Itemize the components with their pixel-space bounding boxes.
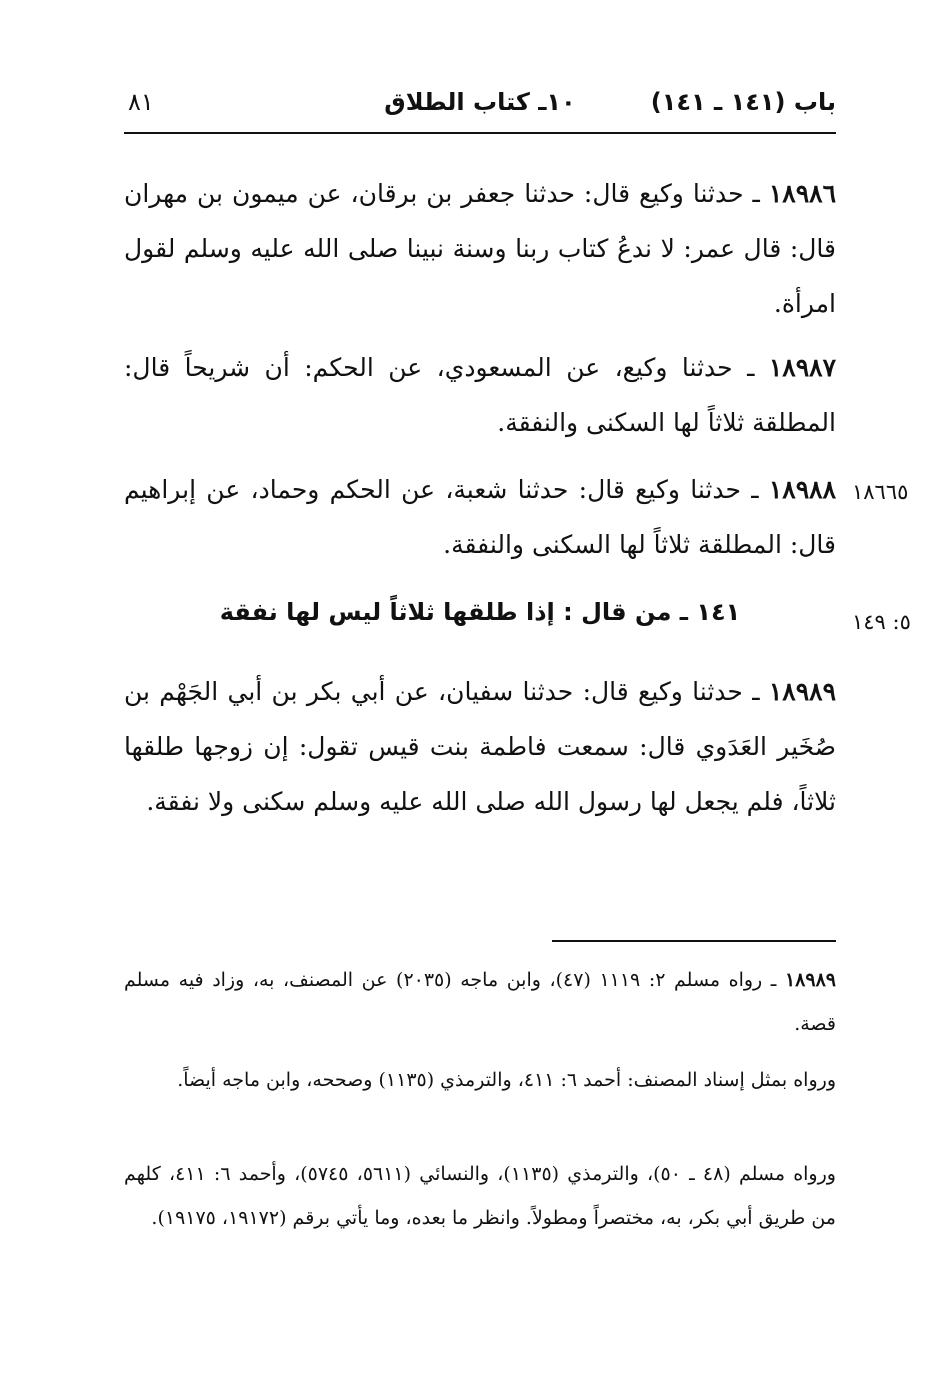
footnote-rule xyxy=(552,940,836,942)
hadith-text: ـ حدثنا وكيع، عن المسعودي، عن الحكم: أن شريحاً قال: المطلقة ثلاثاً لها السكنى والنفقة. xyxy=(124,353,836,437)
page-header xyxy=(124,88,836,132)
hadith-text: ـ حدثنا وكيع قال: حدثنا سفيان، عن أبي بكر بن أبي الجَهْم بن صُخَير العَدَوي قال: سمعت فاطمة بنت قيس تقول: إن زوجها طلقها ثلاثاً، فلم يجعل لها رسول الله صلى الله عليه وسلم سكنى ولا نفقة. xyxy=(124,677,836,816)
hadith-text: ـ حدثنا وكيع قال: حدثنا جعفر بن برقان، عن ميمون بن مهران قال: قال عمر: لا ندعُ كتاب ربنا وسنة نبينا صلى الله عليه وسلم لقول امرأة. xyxy=(124,179,836,318)
hadith-18989 xyxy=(124,664,836,829)
hadith-number: ١٨٩٨٦ xyxy=(768,179,836,208)
section-title: ١٤١ ـ من قال : إذا طلقها ثلاثاً ليس لها نفقة xyxy=(219,598,741,626)
header-rule xyxy=(124,132,836,134)
footnote-text: ـ رواه مسلم ٢: ١١١٩ (٤٧)، وابن ماجه (٢٠٣٥) عن المصنف، به، وزاد فيه مسلم قصة. xyxy=(124,969,836,1035)
footnote-text: ورواه بمثل إسناد المصنف: أحمد ٦: ٤١١، والترمذي (١١٣٥) وصححه، وابن ماجه أيضاً. xyxy=(177,1069,836,1091)
margin-volume-page: ٥: ١٤٩ xyxy=(852,610,911,634)
hadith-number: ١٨٩٨٩ xyxy=(768,677,836,706)
margin-reference: ١٨٦٦٥ xyxy=(852,480,909,504)
footnote-1 xyxy=(124,958,836,1046)
footnote-text: ورواه مسلم (٤٨ ـ ٥٠)، والترمذي (١١٣٥)، والنسائي (٥٦١١، ٥٧٤٥)، وأحمد ٦: ٤١١، كلهم من طريق أبي بكر، به، مختصراً ومطولاً. وانظر ما بعده، وما يأتي برقم (١٩١٧٢، ١٩١٧٥). xyxy=(124,1163,836,1229)
hadith-18987 xyxy=(124,340,836,450)
hadith-text: ـ حدثنا وكيع قال: حدثنا شعبة، عن الحكم وحماد، عن إبراهيم قال: المطلقة ثلاثاً لها السكنى والنفقة. xyxy=(124,475,836,559)
footnote-2 xyxy=(124,1058,836,1102)
footnote-3 xyxy=(124,1152,836,1240)
chapter-range: باب (١٤١ ـ ١٤١) xyxy=(650,88,836,116)
book-title: ١٠ـ كتاب الطلاق xyxy=(384,88,576,116)
hadith-number: ١٨٩٨٧ xyxy=(768,353,836,382)
hadith-18988 xyxy=(124,462,836,572)
hadith-18986 xyxy=(124,166,836,331)
page-number: ٨١ xyxy=(128,88,154,116)
hadith-number: ١٨٩٨٨ xyxy=(768,475,836,504)
footnote-number: ١٨٩٨٩ xyxy=(784,969,836,991)
